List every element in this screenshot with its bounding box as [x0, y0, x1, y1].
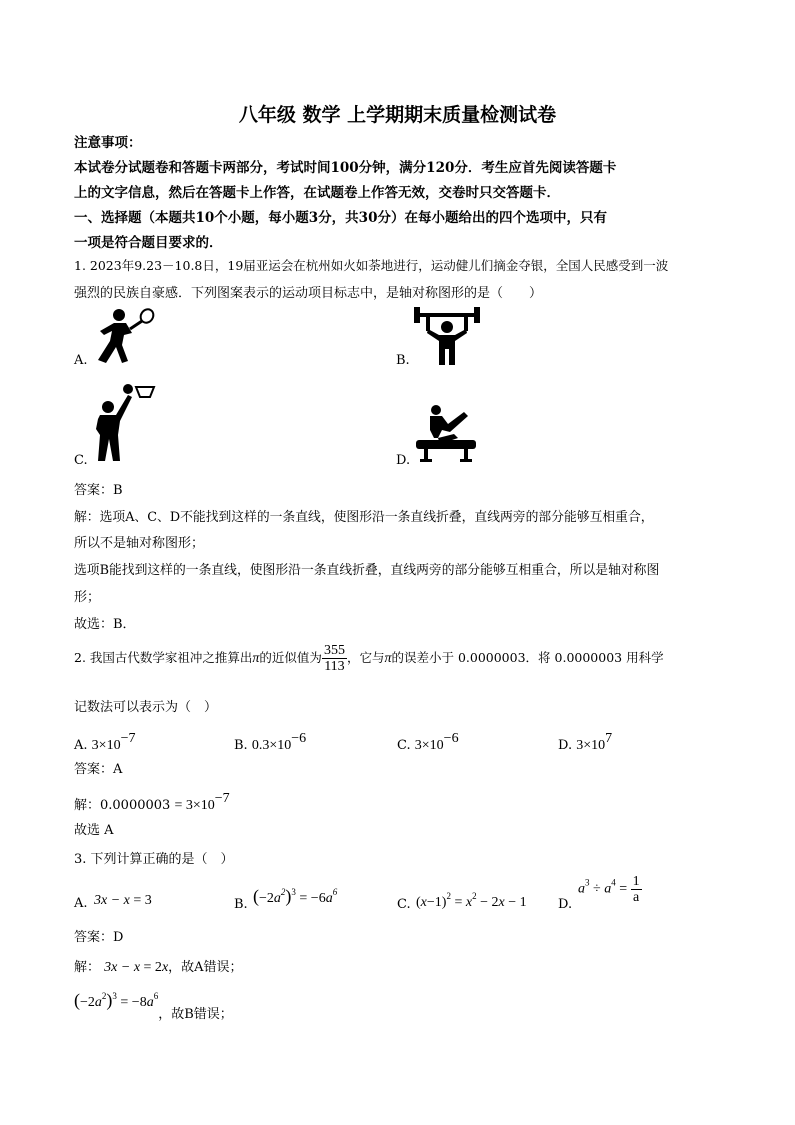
q3-stem: 3. 下列计算正确的是（ ）: [74, 852, 234, 867]
q2-option-a: A. $3\times 10^{-7}$: [74, 731, 136, 753]
pi-symbol: π: [252, 651, 260, 666]
q3-option-c-expression: $(x-1)^2 = x^2 - 2x - 1$: [416, 891, 527, 910]
q1-solution-line-1: 解：选项A、C、D不能找到这样的一条直线，使图形沿一条直线折叠，直线两旁的部分能够互相重合，: [74, 510, 654, 525]
basketball-player-icon: [92, 383, 156, 463]
notice-line-2: 上的文字信息，然后在答题卡上作答，在试题卷上作答无效，交卷时只交答题卡．: [74, 185, 560, 201]
q2-stem-mid: 的近似值为: [259, 650, 322, 665]
q1-option-c: C.: [74, 453, 88, 468]
notice-heading: 注意事项：: [74, 135, 142, 151]
q3-answer: 答案：D: [74, 930, 124, 945]
weightlifter-icon: [412, 305, 482, 367]
q2-stem-line-1: [74, 643, 664, 674]
section1-heading-line-2: 一项是符合题目要求的．: [74, 235, 223, 251]
q1-stem-line-1: 1. 2023年9.23－10.8日，19届亚运会在杭州如火如荼地进行，运动健儿们摘金夺银，全国人民感受到一波: [74, 258, 669, 273]
q2-solution-end: 故选 A: [74, 823, 114, 838]
q3-solution-line-1: 解： 3x − x = 2x，故A错误；: [74, 960, 243, 975]
q1-solution-line-5: 故选：B．: [74, 617, 136, 632]
q1-option-d: D.: [396, 453, 411, 468]
q2-option-d: D. $3\times 10^7$: [558, 731, 613, 753]
q2-stem-line-2: 记数法可以表示为（ ）: [74, 700, 218, 715]
tennis-player-icon: [92, 307, 158, 365]
q3-option-d: D.: [558, 897, 573, 912]
q1-answer: 答案：B: [74, 483, 123, 498]
q3-option-d-expression: $a^3 \div a^4$ = $\frac{1}{a}$: [578, 874, 640, 905]
q2-stem-post2: 的误差小于 0.0000003．将 0.0000003 用科学: [391, 650, 664, 665]
q1-option-a: A.: [74, 353, 88, 368]
q3-solution-line-2: $(-2a^2)^3 = -8a^6$，故B错误；: [74, 990, 233, 1022]
q3-option-a-expression: 3x − x = 3: [94, 893, 152, 908]
notice-line-1: 本试卷分试题卷和答题卡两部分，考试时间100分钟，满分120分．考生应首先阅读答题卡: [74, 160, 617, 176]
q1-stem-line-2: 强烈的民族自豪感．下列图案表示的运动项目标志中，是轴对称图形的是（ ）: [74, 286, 543, 301]
q1-solution-line-4: 形；: [74, 590, 101, 605]
pi-symbol: π: [384, 651, 392, 666]
q3-option-c: C.: [397, 897, 411, 912]
q2-solution: 解：$0.0000003 = 3\times 10^{-7}$: [74, 791, 230, 813]
q2-answer: 答案：A: [74, 762, 123, 777]
q2-option-b: B. $0.3\times 10^{-6}$: [234, 731, 307, 753]
q3-option-b: B.: [234, 897, 248, 912]
q2-stem-post1: ，它与: [346, 650, 385, 665]
q3-option-b-expression: $(-2a^2)^3 = -6a^6$: [253, 886, 338, 906]
q2-option-c: C. $3\times 10^{-6}$: [397, 731, 459, 753]
gymnast-pommel-horse-icon: [414, 404, 478, 462]
q3-option-a: A.: [74, 896, 88, 911]
q2-stem-pre: 2. 我国古代数学家祖冲之推算出: [74, 650, 253, 665]
q1-option-b: B.: [396, 353, 410, 368]
page-title: 八年级 数学 上学期期末质量检测试卷: [238, 104, 557, 126]
section1-heading-line-1: 一、选择题（本题共10个小题，每小题3分，共30分）在每小题给出的四个选项中，只有: [74, 210, 607, 226]
q1-solution-line-3: 选项B能找到这样的一条直线，使图形沿一条直线折叠，直线两旁的部分能够互相重合，所以是轴对称图: [74, 563, 660, 578]
fraction-355-113: $\frac{355}{113}$: [323, 643, 345, 674]
q1-solution-line-2: 所以不是轴对称图形；: [74, 536, 205, 551]
